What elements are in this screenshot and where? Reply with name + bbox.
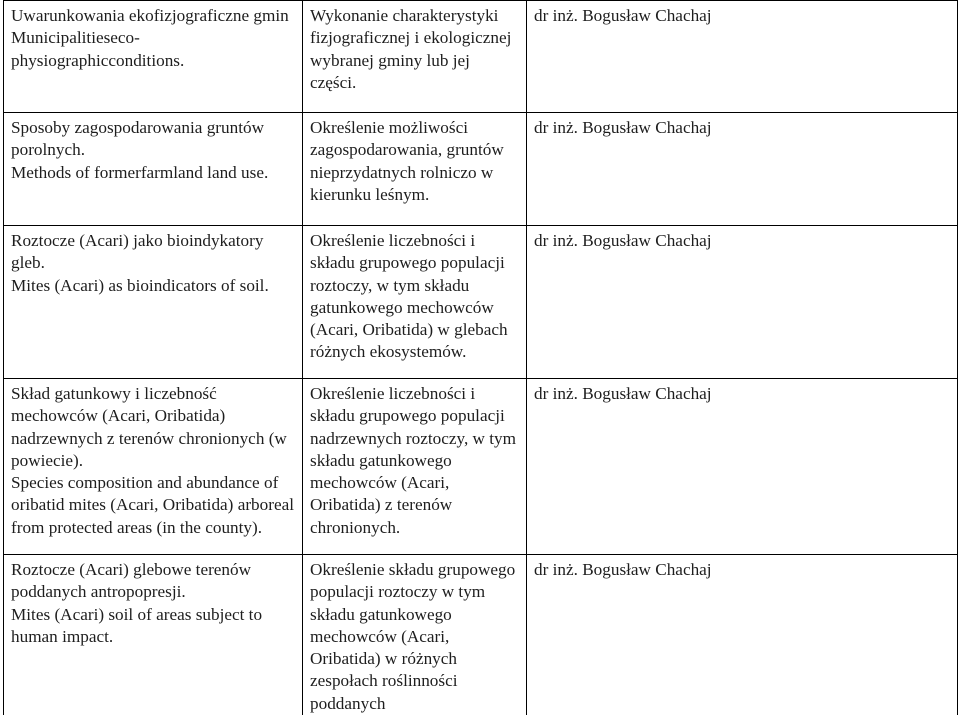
table-row xyxy=(4,555,958,715)
topic-cell xyxy=(4,226,303,379)
table-row xyxy=(4,113,958,226)
supervisor-cell: dr inż. Bogusław Chachaj xyxy=(527,113,958,226)
supervisor-cell: dr inż. Bogusław Chachaj xyxy=(527,379,958,555)
table-row xyxy=(4,226,958,379)
topic-line: Methods of formerfarmland land use. xyxy=(11,162,296,184)
topic-cell xyxy=(4,1,303,113)
topic-cell xyxy=(4,113,303,226)
topic-line: Roztocze (Acari) jako bioindykatory gleb. xyxy=(11,230,296,275)
topic-line: Skład gatunkowy i liczebność mechowców (Acari, Oribatida) nadrzewnych z terenów chronionych (w powiecie). xyxy=(11,383,296,472)
topic-line: Mites (Acari) soil of areas subject to human impact. xyxy=(11,604,296,649)
thesis-topics-table xyxy=(3,0,958,715)
task-cell: Określenie możliwości zagospodarowania, gruntów nieprzydatnych rolniczo w kierunku leśnym. xyxy=(303,113,527,226)
topic-line: Roztocze (Acari) glebowe terenów poddanych antropopresji. xyxy=(11,559,296,604)
task-cell: Określenie liczebności i składu grupowego populacji nadrzewnych roztoczy, w tym składu gatunkowego mechowców (Acari, Oribatida) z terenów chronionych. xyxy=(303,379,527,555)
supervisor-cell: dr inż. Bogusław Chachaj xyxy=(527,1,958,113)
task-cell: Określenie liczebności i składu grupowego populacji roztoczy, w tym składu gatunkowego mechowców (Acari, Oribatida) w glebach różnych ekosystemów. xyxy=(303,226,527,379)
supervisor-cell: dr inż. Bogusław Chachaj xyxy=(527,555,958,715)
task-cell: Określenie składu grupowego populacji roztoczy w tym składu gatunkowego mechowców (Acari, Oribatida) w różnych zespołach roślinności poddanych xyxy=(303,555,527,715)
task-cell: Wykonanie charakterystyki fizjograficznej i ekologicznej wybranej gminy lub jej części. xyxy=(303,1,527,113)
topic-line: Uwarunkowania ekofizjograficzne gmin Municipalitieseco-physiographicconditions. xyxy=(11,5,296,72)
table-row xyxy=(4,1,958,113)
supervisor-cell: dr inż. Bogusław Chachaj xyxy=(527,226,958,379)
table-row xyxy=(4,379,958,555)
topic-line: Mites (Acari) as bioindicators of soil. xyxy=(11,275,296,297)
topic-line: Species composition and abundance of oribatid mites (Acari, Oribatida) arboreal from protected areas (in the county). xyxy=(11,472,296,539)
topic-line: Sposoby zagospodarowania gruntów porolnych. xyxy=(11,117,296,162)
topic-cell xyxy=(4,379,303,555)
topic-cell xyxy=(4,555,303,715)
